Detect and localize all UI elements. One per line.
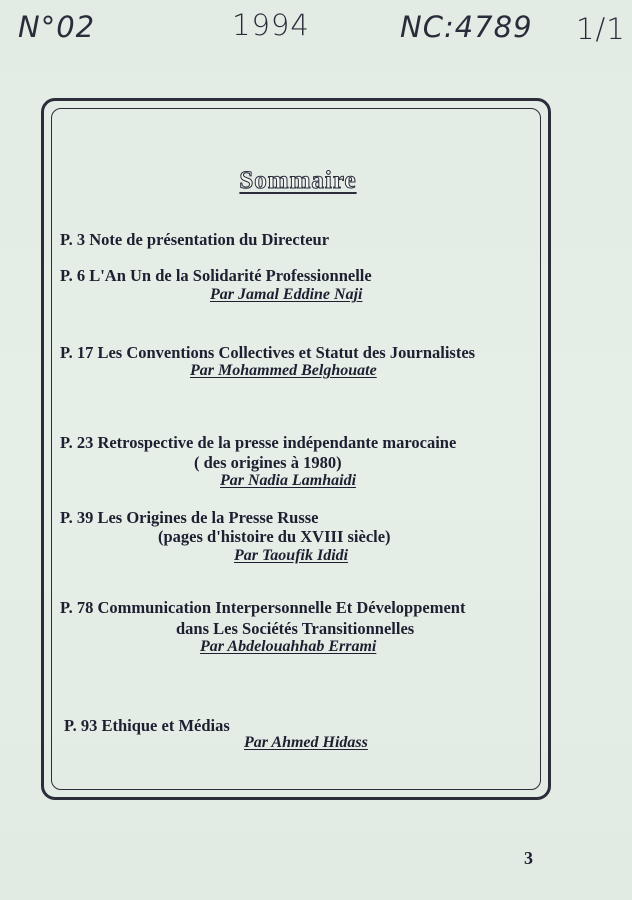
toc-entry-line: P. 3 Note de présentation du Directeur bbox=[60, 230, 330, 249]
sommaire-title: Sommaire bbox=[239, 167, 357, 194]
handwritten-issue-number: N°02 bbox=[18, 10, 96, 44]
toc-entry-line: P. 17 Les Conventions Collectives et Statut des Journalistes bbox=[60, 343, 476, 362]
toc-entry-subline: dans Les Sociétés Transitionnelles bbox=[176, 619, 415, 638]
toc-entry-author: Par Jamal Eddine Naji bbox=[210, 286, 363, 303]
toc-entry-author: Par Abdelouahhab Errami bbox=[200, 638, 377, 655]
toc-entry-author: Par Taoufik Ididi bbox=[234, 547, 349, 564]
toc-entry-line: P. 78 Communication Interpersonnelle Et Développement bbox=[60, 598, 466, 617]
page-number: 3 bbox=[524, 848, 533, 868]
toc-entry-author: Par Ahmed Hidass bbox=[244, 734, 368, 751]
handwritten-year: 1994 bbox=[232, 8, 310, 42]
toc-entry-author: Par Mohammed Belghouate bbox=[190, 362, 377, 379]
toc-entry-line: P. 39 Les Origines de la Presse Russe bbox=[60, 508, 319, 527]
toc-entry-line: P. 23 Retrospective de la presse indépendante marocaine bbox=[60, 433, 457, 452]
handwritten-fraction: 1/1 bbox=[576, 12, 626, 46]
handwritten-reference: NC:4789 bbox=[400, 10, 533, 44]
toc-entry-author: Par Nadia Lamhaidi bbox=[220, 472, 357, 489]
toc-entry-subline: ( des origines à 1980) bbox=[194, 453, 342, 472]
toc-entry-line: P. 6 L'An Un de la Solidarité Professionnelle bbox=[60, 266, 372, 285]
toc-entry-subline: (pages d'histoire du XVIII siècle) bbox=[158, 527, 391, 546]
toc-entry-line: P. 93 Ethique et Médias bbox=[64, 716, 230, 735]
